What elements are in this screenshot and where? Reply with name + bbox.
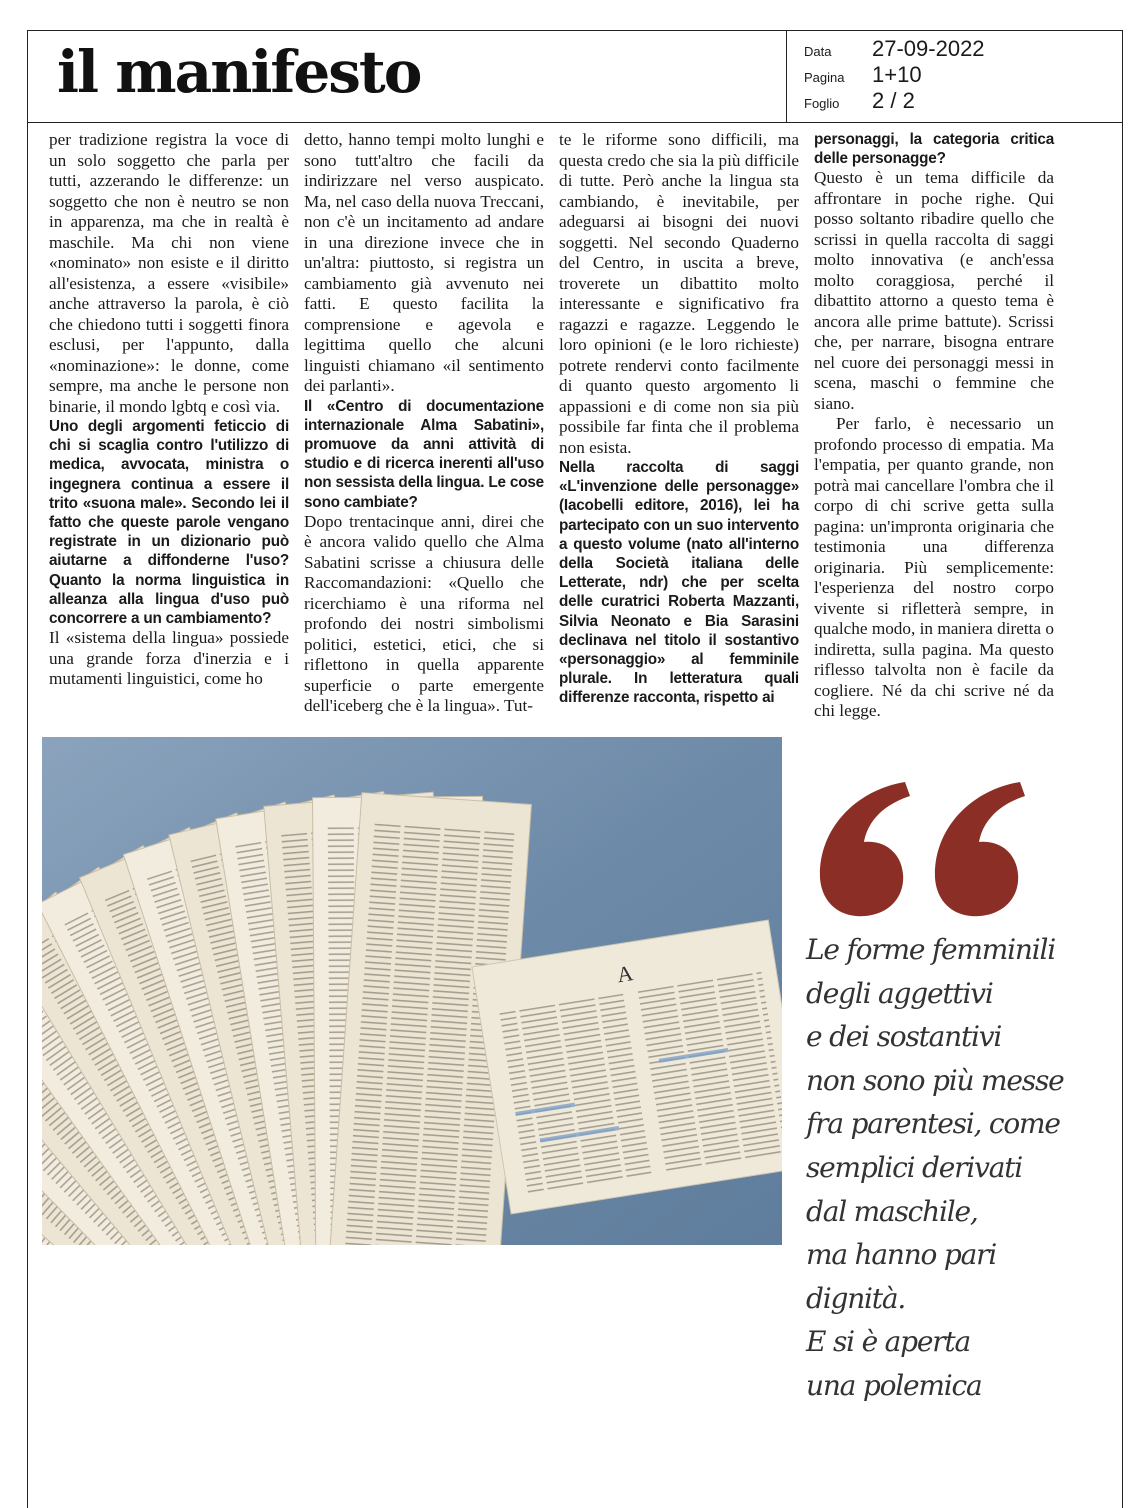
interview-question: Uno degli argomenti feticcio di chi si scaglia contro l'utilizzo di medica, avvocata, ministra o ingegnera continua a essere il trito «suona male». Secondo lei il fatto che queste parole vengano registrate in un dizionario può aiutarne a diffonderne l'uso? Quanto la norma linguistica in alleanza alla lingua d'uso può concorrere a un cambiamento? [49,418,289,628]
article-column-4 [814,130,1054,722]
pull-quote-line: E si è aperta [806,1325,970,1359]
pull-quote-line: degli aggettivi [806,976,993,1010]
article-column-3 [559,130,799,708]
body-paragraph: Dopo trentacinque anni, direi che è ancora valido quello che Alma Sabatini scrisse a chiusura delle Raccomandazioni: «Quello che ricerchiamo è una riforma nel profondo dei nostri simbolismi politici, estetici, etici, che si riflettono in quella apparente superficie o parte emergente dell'iceberg che è la lingua». Tut- [304,511,544,716]
meta-label: Data [804,44,832,59]
pull-quote-line: non sono più messe [806,1063,1064,1097]
pull-quote-line: e dei sostantivi [806,1020,1002,1054]
meta-label: Pagina [804,70,845,85]
body-paragraph: Il «sistema della lingua» possiede una grande forza d'inerzia e i mutamenti linguistici, come ho [49,628,289,689]
front-page [472,920,782,1214]
pull-quote [806,928,1096,1408]
meta-value: 27-09-2022 [872,36,985,61]
meta-divider [786,30,787,122]
meta-value: 2 / 2 [872,88,915,113]
meta-value: 1+10 [872,62,922,87]
page-letter: A [615,960,635,988]
pull-quote-line: Le forme femminili [806,933,1055,966]
quotation-mark-icon [810,770,1040,920]
meta-box [804,36,985,114]
body-paragraph: detto, hanno tempi molto lunghi e sono tutt'altro che facili da indirizzare nel verso auspicato. Ma, nel caso della nuova Treccani, non c'è un incitamento ad andare in una direzione invece che in un'altra: piuttosto, si registra un cambiamento già avvenuto nei fatti. E questo facilita la comprensione e agevola e legittima quello che alcuni linguisti chiamano «il sentimento dei parlanti». [304,130,544,395]
photo-illustration [42,737,782,1245]
body-paragraph: Per farlo, è necessario un profondo processo di empatia. Ma l'empatia, per quanto grande, non potrà mai cancellare l'ombra che il corpo di chi scrive getta sulla pagina: un'impronta originaria che testimonia una differenza originaria. Più semplicemente: l'esperienza del nostro corpo vivente si rifletterà sempre, in qualche modo, in maniera diretta o indiretta, sulla pagina. Ma questo riflesso talvolta non è facile da cogliere. Né da chi scrive né da chi legge. [814,414,1054,721]
interview-question: Il «Centro di documentazione internazionale Alma Sabatini», promuove da anni attività di studio e di ricerca inerenti all'uso non sessista della lingua. Le cose sono cambiate? [304,397,544,511]
interview-question: Nella raccolta di saggi «L'invenzione delle personagge» (Iacobelli editore, 2016), lei ha partecipato con un suo intervento a questo volume (nato all'interno della Società italiana delle Letterate, ndr) che per scelta delle curatrici Roberta Mazzanti, Silvia Neonato e Bia Sarasini declinava nel titolo il sostantivo «personaggio» al femminile plurale. In letteratura quali differenze racconta, rispetto ai [559,459,799,707]
pull-quote-line: semplici derivati [806,1150,1023,1184]
article-column-2 [304,130,544,717]
pull-quote-line: dignità. [806,1281,906,1315]
article-column-1 [49,130,289,690]
header-divider [27,122,1123,123]
pull-quote-line: dal maschile, [806,1194,978,1228]
body-paragraph: te le riforme sono difficili, ma questa credo che sia la più difficile di tutte. Però anche la lingua sta cambiando, è inevitabile, per adeguarsi ai bisogni dei nuovi soggetti. Nel secondo Quaderno del Centro, in uscita a breve, troverete un dibattito molto interessante e significativo fra ragazzi e ragazze. Leggendo le loro opinioni (e le loro richieste) potrete rendervi conto facilmente di quanto questo argomento li appassioni e di come non sia più possibile far finta che il problema non esista. [559,130,799,457]
interview-question: personaggi, la categoria critica delle personagge? [814,131,1054,168]
body-paragraph: Questo è un tema difficile da affrontare in poche righe. Qui posso soltanto ribadire quello che scrissi in quella raccolta di saggi molto innovativa (e anch'essa molto coraggiosa, perché il dibattito attorno a questo tema è ancora alle prime battute). Scrissi che, per narrare, bisogna entrare nel cuore dei personaggi messi in scena, maschi o femmine che siano. [814,168,1054,413]
body-paragraph: per tradizione registra la voce di un solo soggetto che parla per tutti, azzerando le differenze: un soggetto che non è neutro se non in apparenza, ma che in realtà è maschile. Ma chi non viene «nominato» non esiste e il diritto all'esistenza, a essere «visibile» anche attraverso la parola, è ciò che chiedono tutti i soggetti finora esclusi, per l'appunto, dalla «nominazione»: le donne, come sempre, ma anche le persone non binarie, il mondo lgbtq e così via. [49,130,289,416]
pull-quote-line: fra parentesi, come [806,1107,1060,1141]
pull-quote-line: ma hanno pari [806,1238,997,1272]
pull-quote-line: una polemica [806,1368,982,1402]
meta-row-date [804,36,985,62]
meta-label: Foglio [804,96,840,111]
meta-row-page [804,62,985,88]
masthead: il manifesto [57,38,421,106]
meta-row-sheet [804,88,985,114]
dictionary-pages-photo [42,737,782,1245]
